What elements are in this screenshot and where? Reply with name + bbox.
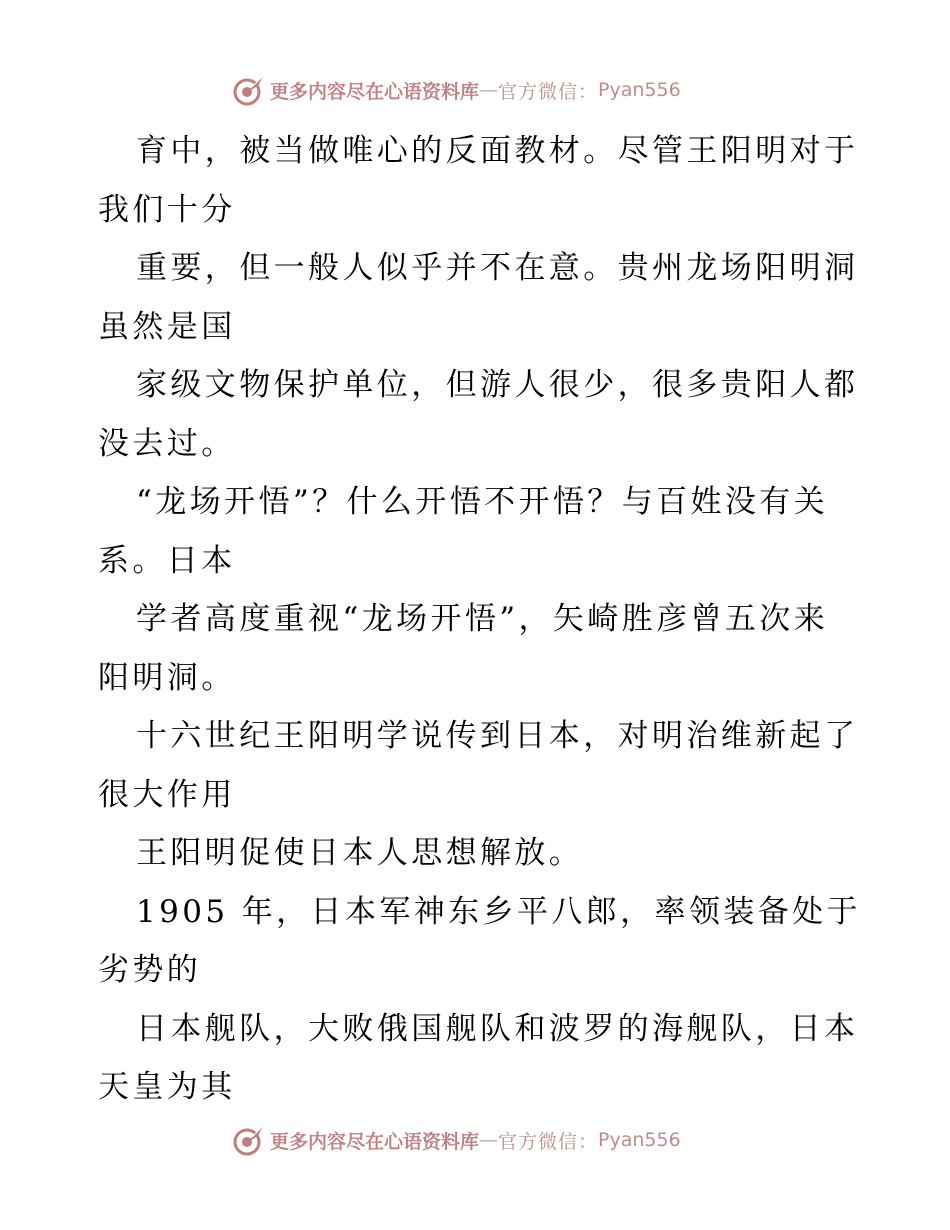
- text-line: 劣势的: [98, 952, 202, 988]
- watermark-wechat-id: Pyan556: [598, 79, 681, 101]
- text-line: 家级文物保护单位，但游人很少，很多贵阳人都: [136, 367, 859, 403]
- text-line: 王阳明促使日本人思想解放。: [136, 835, 584, 871]
- text-line: 日本舰队，大败俄国舰队和波罗的海舰队，日本: [136, 1010, 859, 1047]
- text-line: 学者高度重视“龙场开悟”，矢崎胜彦曾五次来: [136, 601, 829, 637]
- text-line: 阳明洞。: [98, 659, 236, 696]
- text-line: 重要，但一般人似乎并不在意。贵州龙场阳明洞: [136, 250, 859, 286]
- header-watermark: [232, 72, 752, 108]
- text-line: 天皇为其: [98, 1069, 236, 1105]
- watermark-main-text: 更多内容尽在心语资料库: [270, 80, 480, 103]
- quill-pen-logo-icon: [232, 1123, 266, 1157]
- text-line: 我们十分: [98, 191, 236, 228]
- text-line: “龙场开悟”？什么开悟不开悟？与百姓没有关: [136, 484, 829, 520]
- text-line: 虽然是国: [98, 308, 236, 345]
- footer-watermark: [232, 1122, 752, 1158]
- quill-pen-logo-icon: [232, 73, 266, 107]
- text-line: 育中，被当做唯心的反面教材。尽管王阳明对于: [136, 133, 859, 169]
- text-line: 1905 年，日本军神东乡平八郎，率领装备处于: [136, 893, 861, 930]
- watermark-main-text: 更多内容尽在心语资料库: [270, 1130, 480, 1153]
- document-body: [98, 122, 861, 1117]
- watermark-wechat-id: Pyan556: [598, 1129, 681, 1151]
- text-line: 系。日本: [98, 542, 236, 579]
- watermark-separator: —: [479, 1129, 499, 1151]
- text-line: 没去过。: [98, 425, 236, 462]
- watermark-sub-text: 官方微信：: [498, 80, 599, 103]
- text-line: 很大作用: [98, 776, 236, 813]
- watermark-sub-text: 官方微信：: [498, 1130, 599, 1153]
- text-line: 十六世纪王阳明学说传到日本，对明治维新起了: [136, 718, 859, 754]
- watermark-separator: —: [479, 79, 499, 101]
